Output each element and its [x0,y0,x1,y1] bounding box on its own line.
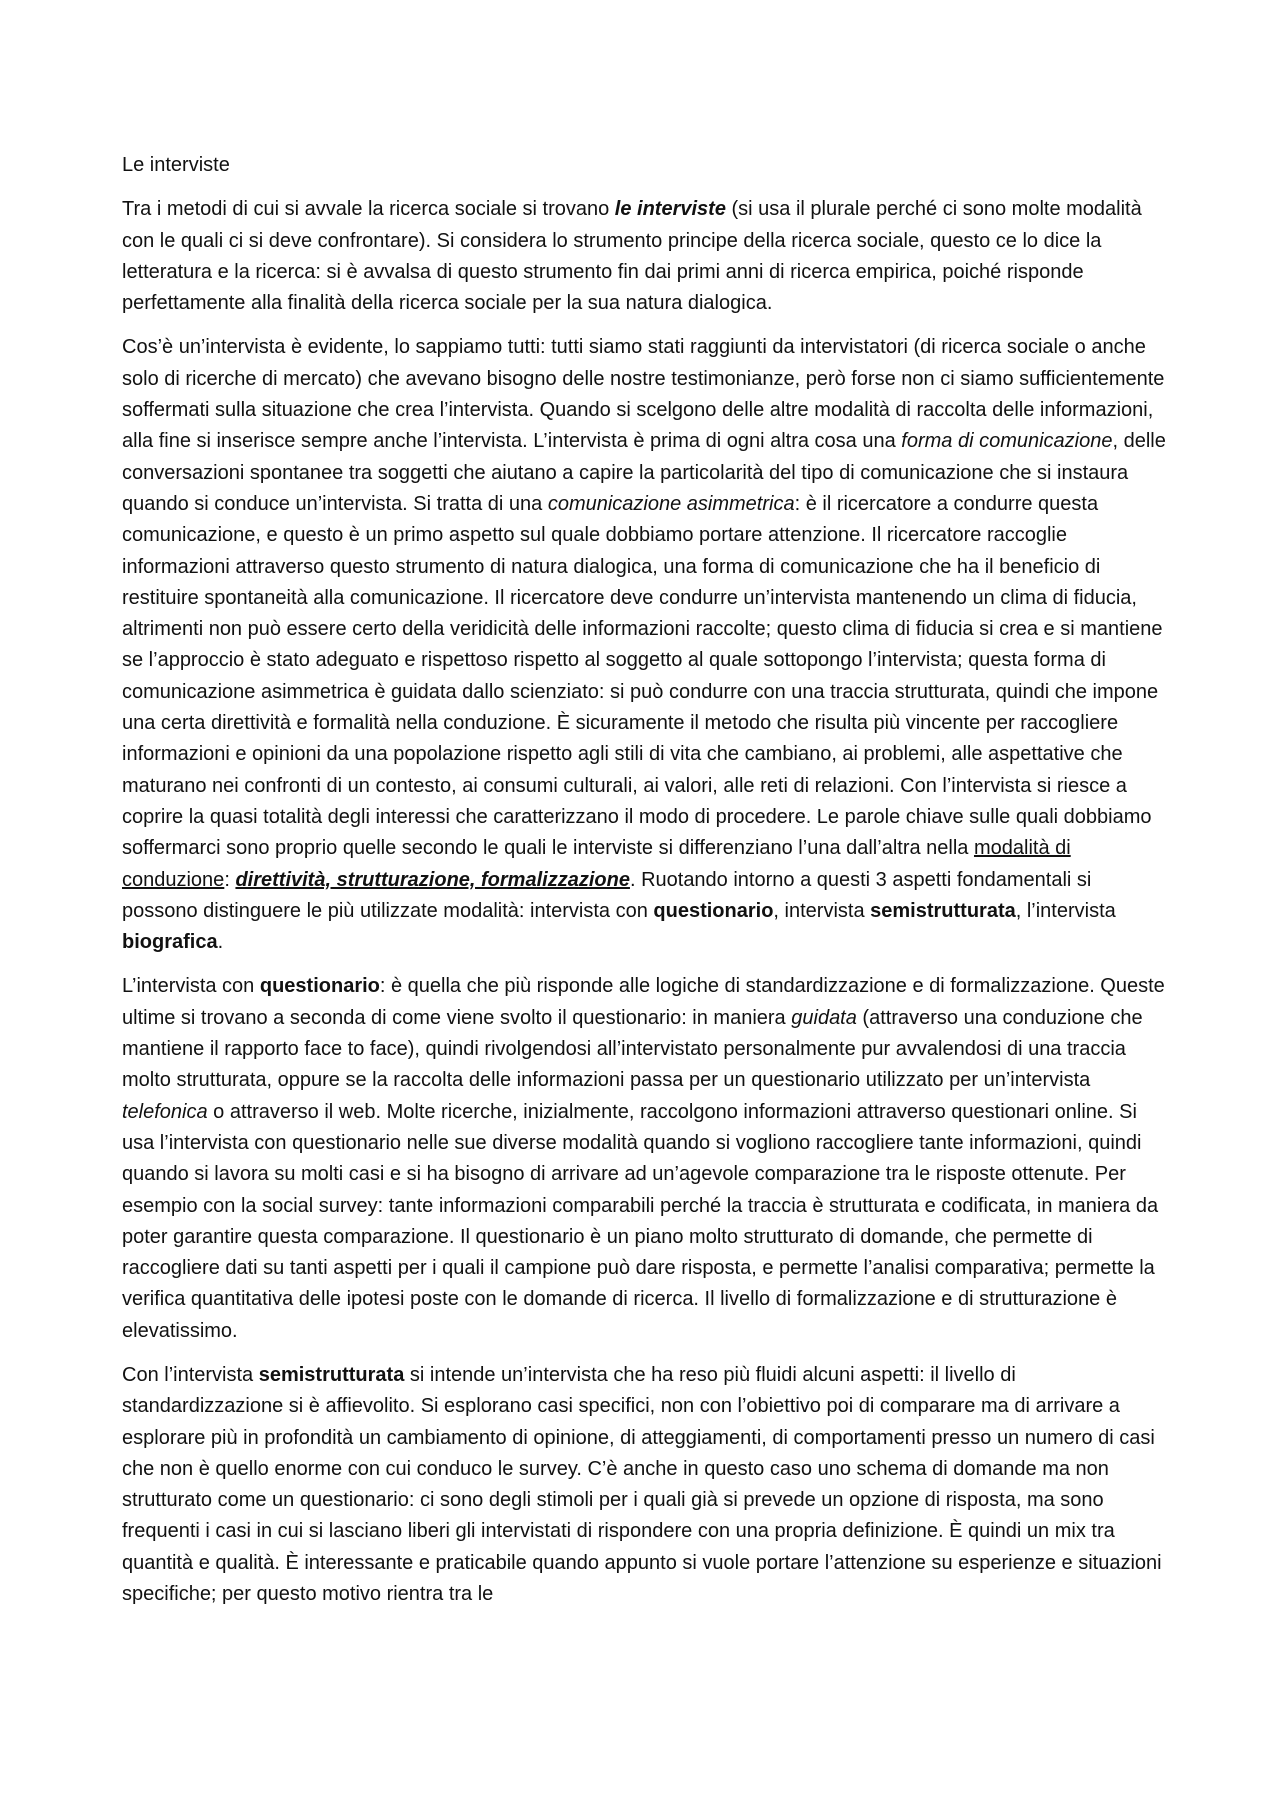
text-run: o attraverso il web. Molte ricerche, inizialmente, raccolgono informazioni attraverso questionari online. Si usa l’intervista con questionario nelle sue diverse modalità quando si vogliono raccogliere tante informazioni, quindi quando si lavora su molti casi e si ha bisogno di arrivare ad un’agevole comparazione tra le risposte ottenute. Per esempio con la social survey: tante informazioni comparabili perché la traccia è strutturata e codificata, in maniera da poter garantire questa comparazione. Il questionario è un piano molto strutturato di domande, che permette di raccogliere dati su tanti aspetti per i quali il campione può dare risposta, e permette l’analisi comparativa; permette la verifica quantitativa delle ipotesi poste con le domande di ricerca. Il livello di formalizzazione e di strutturazione è elevatissimo. [122,1100,1159,1342]
text-run: , intervista [773,899,871,922]
text-run: . Ruotando intorno a questi 3 aspetti fondamentali si possono distinguere le più utilizzate modalità: intervista con [122,868,1092,922]
text-run: , delle conversazioni spontanee tra soggetti che aiutano a capire la particolarità del tipo di comunicazione che si instaura quando si conduce un’intervista. Si tratta di una [122,430,1166,515]
bold-semistrutturata: semistrutturata [258,1363,405,1386]
text-run: . [217,931,224,954]
text-run: (si usa il plurale perché ci sono molte modalità con le quali ci si deve confrontare). Si considera lo strumento principe della ricerca sociale, questo ce lo dice la letteratura e la ricerca: si è avvalsa di questo strumento fin dai primi anni di ricerca empirica, poiché risponde perfettamente alla finalità della ricerca sociale per la sua natura dialogica. [122,198,1142,315]
text-run: si intende un’intervista che ha reso più fluidi alcuni aspetti: il livello di standardizzazione si è affievolito. Si esplorano casi specifici, non con l’obiettivo poi di comparare ma di arrivare a esplorare più in profondità un cambiamento di opinione, di atteggiamenti, di comportamenti presso un numero di casi che non è quello enorme con cui conduco le survey. C’è anche in questo caso uno schema di domande ma non strutturato come un questionario: ci sono degli stimoli per i quali già si prevede un opzione di risposta, ma sono frequenti i casi in cui si lasciano liberi gli intervistati di rispondere con una propria definizione. È quindi un mix tra quantità e qualità. È interessante e praticabile quando appunto si vuole portare l’attenzione su esperienze e situazioni specifiche; per questo motivo rientra tra le [122,1363,1162,1606]
text-run: : [224,868,236,891]
bold-semistrutturata: semistrutturata [870,899,1016,922]
bold-questionario: questionario [259,975,380,998]
emphasis-telefonica: telefonica [122,1100,208,1123]
text-run: Tra i metodi di cui si avvale la ricerca sociale si trovano [122,198,615,221]
document-title: Le interviste [122,154,230,176]
emphasis-comunicazione-asimmetrica: comunicazione asimmetrica [547,492,795,515]
text-run: , l’intervista [1015,899,1116,922]
paragraph-intro [122,194,1170,319]
emphasis-guidata: guidata [791,1006,857,1029]
text-run: : è quella che più risponde alle logiche di standardizzazione e di formalizzazione. Queste ultime si trovano a seconda di come viene svolto il questionario: in maniera [122,975,1165,1029]
paragraph-semistrutturata [122,1360,1170,1610]
paragraph-definition [122,332,1170,958]
emphasis-forma-di-comunicazione: forma di comunicazione [901,430,1113,453]
text-run: Con l’intervista [122,1363,259,1386]
document-body [122,150,1170,1623]
emphasis-key-aspects: direttività, strutturazione, formalizzazione [235,868,630,891]
bold-questionario: questionario [653,899,774,922]
paragraph-questionario [122,971,1170,1347]
emphasis-le-interviste: le interviste [614,198,726,221]
text-run: L’intervista con [122,975,260,998]
text-run: : è il ricercatore a condurre questa comunicazione, e questo è un primo aspetto sul quale dobbiamo portare attenzione. Il ricercatore raccoglie informazioni attraverso questo strumento di natura dialogica, una forma di comunicazione che ha il beneficio di restituire spontaneità alla comunicazione. Il ricercatore deve condurre un’intervista mantenendo un clima di fiducia, altrimenti non può essere certo della veridicità delle informazioni raccolte; questo clima di fiducia si crea e si mantiene se l’approccio è stato adeguato e rispettoso rispetto al soggetto al quale sottopongo l’intervista; questa forma di comunicazione asimmetrica è guidata dallo scienziato: si può condurre con una traccia strutturata, quindi che impone una certa direttività e formalità nella conduzione. È sicuramente il metodo che risulta più vincente per raccogliere informazioni e opinioni da una popolazione rispetto agli stili di vita che cambiano, ai problemi, alle aspettative che maturano nei confronti di un contesto, ai consumi culturali, ai valori, alle reti di relazioni. Con l’intervista si riesce a coprire la quasi totalità degli interessi che caratterizzano il modo di procedere. Le parole chiave sulle quali dobbiamo soffermarci sono proprio quelle secondo le quali le interviste si differenziano l’una dall’altra nella [122,492,1163,860]
bold-biografica: biografica [122,931,218,954]
underline-modalita-di-conduzione: modalità di conduzione [122,837,1071,891]
text-run: (attraverso una conduzione che mantiene il rapporto face to face), quindi rivolgendosi all’intervistato personalmente pur avvalendosi di una traccia molto strutturata, oppure se la raccolta delle informazioni passa per un questionario utilizzato per un’intervista [122,1006,1143,1092]
text-run: Cos’è un’intervista è evidente, lo sappiamo tutti: tutti siamo stati raggiunti da intervistatori (di ricerca sociale o anche solo di ricerche di mercato) che avevano bisogno delle nostre testimonianze, però forse non ci siamo sufficientemente soffermati sulla situazione che crea l’intervista. Quando si scelgono delle altre modalità di raccolta delle informazioni, alla fine si inserisce sempre anche l’intervista. L’intervista è prima di ogni altra cosa una [122,336,1165,453]
